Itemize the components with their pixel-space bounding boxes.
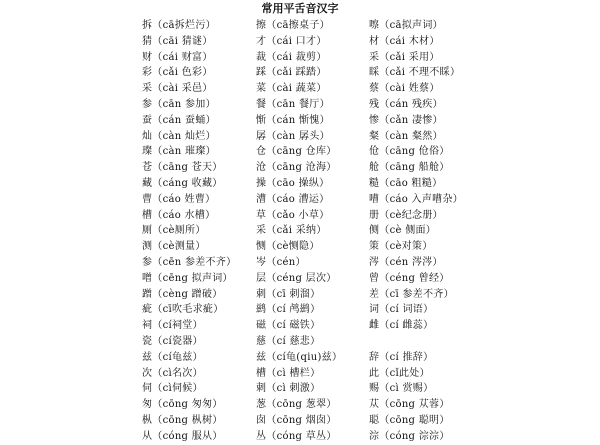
word-entry: 擦（cā擦桌子）: [256, 20, 330, 31]
word-entry: 嚓（cā拟声词）: [369, 20, 443, 31]
word-entry: 岑（cén）: [256, 256, 306, 268]
word-entry: 疵（cī吹毛求疵）: [142, 304, 224, 316]
word-entry: 兹（cí龟(qiu)兹）: [256, 351, 343, 363]
word-entry: 仓（cāng 仓库）: [256, 146, 337, 158]
word-entry: 噌（cēng 拟声词）: [142, 272, 233, 284]
table-row: [0, 350, 600, 366]
word-entry: 册（cè纪念册）: [369, 209, 443, 221]
table-row: [0, 318, 600, 334]
word-entry: 粲（càn 粲然）: [369, 130, 443, 142]
word-entry: 苁（cōng 苁蓉）: [369, 399, 450, 411]
word-entry: 灿（càn 灿烂）: [142, 130, 216, 142]
table-row: [0, 192, 600, 208]
table-row: [0, 413, 600, 429]
table-row: [0, 176, 600, 192]
word-entry: 刺（cì 刺激）: [256, 383, 321, 395]
word-entry: 伧（cāng 伧俗）: [369, 146, 450, 158]
word-entry: 蹭（cèng 蹭破）: [142, 288, 223, 300]
word-entry: 丛（cóng 草丛）: [256, 430, 337, 442]
table-row: [0, 271, 600, 287]
table-row: [0, 255, 600, 271]
word-entry: 雌（cí 雌蕊）: [369, 320, 434, 332]
word-entry: 葱（cōng 葱翠）: [256, 399, 337, 411]
word-entry: 参（cēn 参差不齐）: [142, 256, 237, 268]
word-entry: 财（cái 财富）: [142, 51, 213, 63]
word-entry: 侧（cè 侧面）: [369, 225, 437, 237]
word-entry: 淙（cóng 淙淙）: [369, 430, 450, 442]
table-row: [0, 397, 600, 413]
word-entry: 磁（cí 磁铁）: [256, 320, 321, 332]
word-entry: 糙（cāo 粗糙）: [369, 177, 443, 189]
table-row: [0, 381, 600, 397]
table-row: [0, 113, 600, 129]
table-row: [0, 97, 600, 113]
word-entry: 采（cǎi 采用）: [369, 51, 440, 63]
table-row: [0, 302, 600, 318]
word-entry: 猜（cāi 猜谜）: [142, 35, 213, 47]
word-entry: 瓷（cí瓷器）: [142, 335, 203, 347]
table-row: [0, 429, 600, 445]
word-entry: 采（cài 采邑）: [142, 83, 213, 95]
word-entry: 惭（cán 惭愧）: [256, 114, 330, 126]
word-entry: 层（céng 层次）: [256, 272, 337, 284]
word-entry: 曹（cáo 姓曹）: [142, 193, 216, 205]
word-entry: 祠（cí祠堂）: [142, 320, 203, 332]
word-entry: 蔡（cài 姓蔡）: [369, 83, 440, 95]
word-entry: 才（cái 口才）: [256, 35, 327, 47]
word-entry: 辞（cí 推辞）: [369, 351, 434, 363]
word-entry: 匆（cōng 匆匆）: [142, 399, 223, 411]
table-row: [0, 65, 600, 81]
word-entry: 操（cāo 操纵）: [256, 177, 330, 189]
word-entry: 伺（cì伺候）: [142, 383, 203, 395]
table-row: [0, 366, 600, 382]
word-entry: 曾（céng 曾经）: [369, 272, 450, 284]
word-entry: 沧（cāng 沧海）: [256, 162, 337, 174]
table-row: [0, 223, 600, 239]
word-entry: 枞（cōng 枞树）: [142, 414, 223, 426]
word-entry: 聪（cōng 聪明）: [369, 414, 450, 426]
word-entry: 囱（cōng 烟囱）: [256, 414, 337, 426]
word-entry: 测（cè测量）: [142, 241, 206, 253]
word-entry: 材（cái 木材）: [369, 35, 440, 47]
word-entry: 嘈（cáo 入声嘈杂）: [369, 193, 464, 205]
word-entry: 鹚（cí 鸬鹚）: [256, 304, 321, 316]
word-entry: 赐（cì 赏赐）: [369, 383, 434, 395]
word-entry: 苍（cāng 苍天）: [142, 162, 223, 174]
word-entry: 涔（cén 涔涔）: [369, 256, 443, 268]
table-row: [0, 334, 600, 350]
word-entry: 刺（cī 刺溜）: [256, 288, 321, 300]
table-row: [0, 34, 600, 50]
word-entry: 蚕（cán 蚕蛹）: [142, 114, 216, 126]
word-entry: 此（cǐ此处）: [369, 367, 430, 379]
word-entry: 舱（cāng 船舱）: [369, 162, 450, 174]
word-entry: 策（cè对策）: [369, 241, 433, 253]
word-entry: 次（cì名次）: [142, 367, 203, 379]
table-row: [0, 50, 600, 66]
table-row: [0, 144, 600, 160]
word-entry: 漕（cáo 漕运）: [256, 193, 330, 205]
table-row: [0, 160, 600, 176]
word-entry: 菜（cài 蔬菜）: [256, 83, 327, 95]
word-entry: 残（cán 残疾）: [369, 98, 443, 110]
word-table: [0, 18, 600, 445]
table-row: [0, 81, 600, 97]
word-entry: 差（cī 参差不齐）: [369, 288, 454, 300]
word-entry: 兹（cí龟兹）: [142, 351, 203, 363]
word-entry: 槽（cáo 水槽）: [142, 209, 216, 221]
word-entry: 词（cí 词语）: [369, 304, 434, 316]
word-entry: 踩（cǎi 踩踏）: [256, 67, 327, 79]
word-entry: 慈（cí 慈悲）: [256, 335, 321, 347]
word-entry: 惨（cǎn 凄惨）: [369, 114, 443, 126]
table-row: [0, 129, 600, 145]
word-entry: 彩（cǎi 色彩）: [142, 67, 213, 79]
word-entry: 采（cǎi 采纳）: [256, 225, 327, 237]
word-entry: 恻（cè恻隐）: [256, 241, 320, 253]
table-row: [0, 18, 600, 34]
word-entry: 餐（cān 餐厅）: [256, 98, 330, 110]
word-entry: 厕（cè厕所）: [142, 225, 206, 237]
word-entry: 睬（cǎi 不理不睬）: [369, 67, 461, 79]
word-entry: 孱（càn 孱头）: [256, 130, 330, 142]
word-entry: 草（cǎo 小草）: [256, 209, 330, 221]
word-entry: 参（cān 参加）: [142, 98, 216, 110]
table-row: [0, 208, 600, 224]
word-entry: 从（cóng 服从）: [142, 430, 223, 442]
page-title: 常用平舌音汉字: [261, 2, 339, 15]
word-entry: 槽（cì 槽栏）: [256, 367, 321, 379]
word-entry: 裁（cái 裁剪）: [256, 51, 327, 63]
word-entry: 璨（càn 璀璨）: [142, 146, 216, 158]
word-entry: 拆（cā拆烂污）: [142, 20, 216, 31]
table-row: [0, 239, 600, 255]
table-row: [0, 287, 600, 303]
word-entry: 藏（cáng 收藏）: [142, 177, 223, 189]
